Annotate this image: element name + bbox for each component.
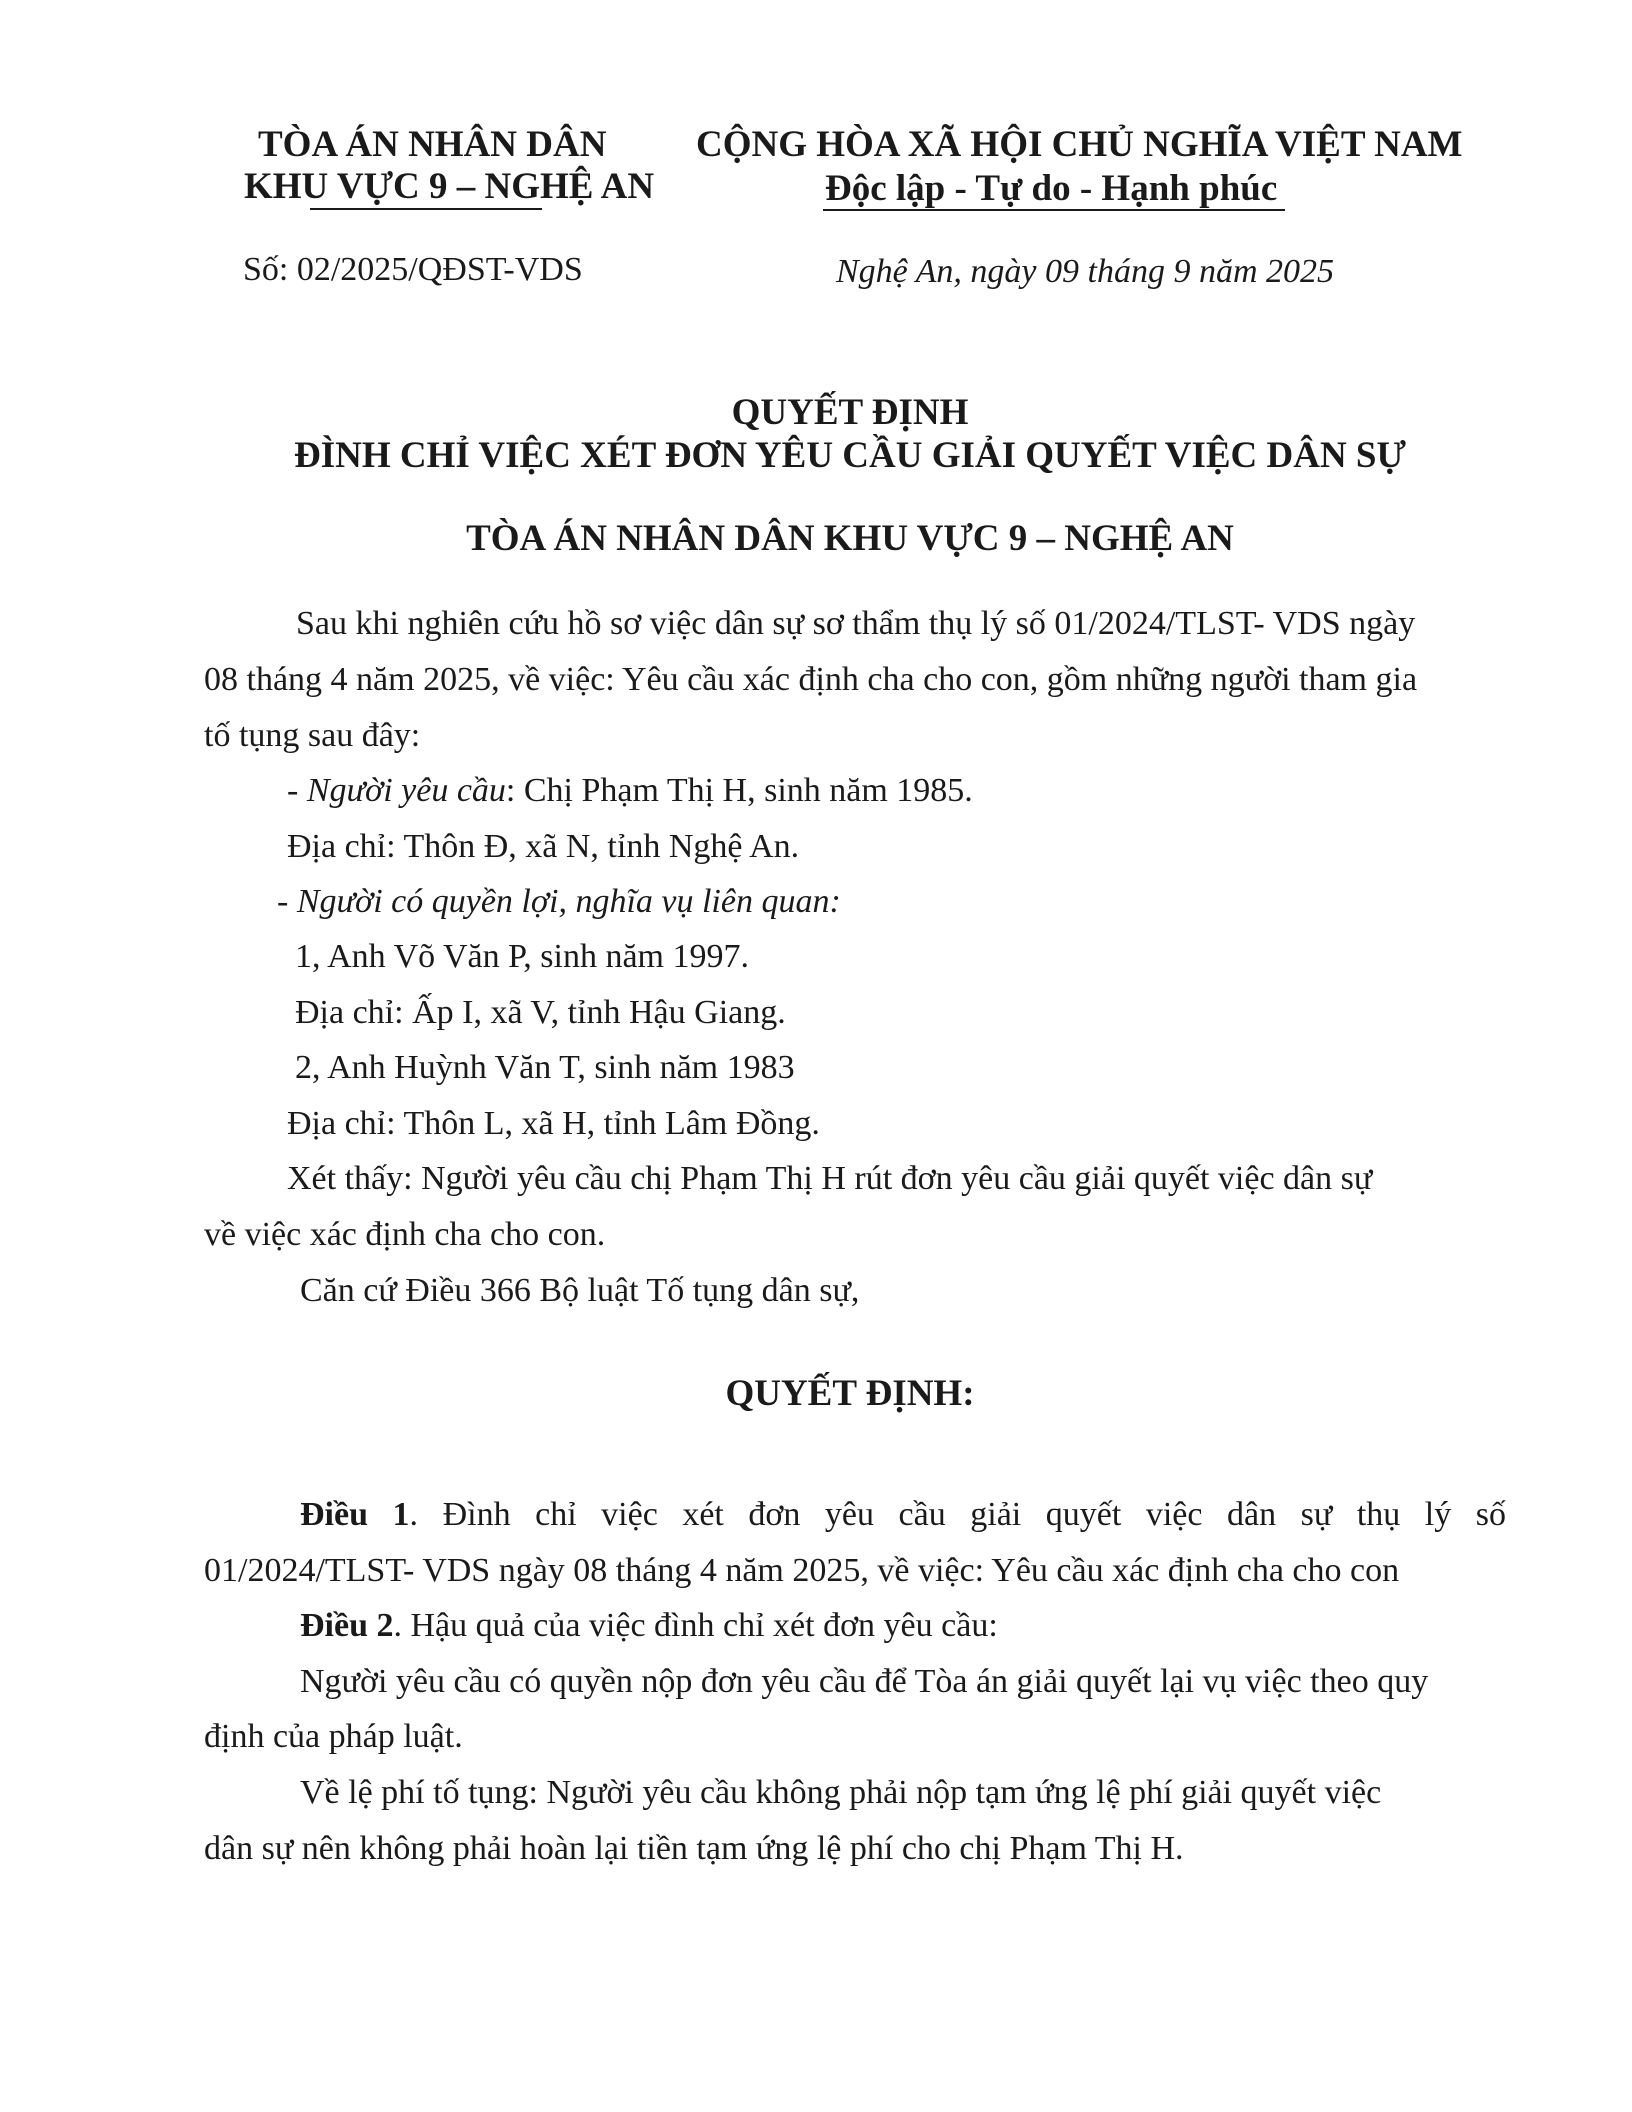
finding-line-2: về việc xác định cha cho con. — [204, 1216, 606, 1253]
related-parties-label: - Người có quyền lợi, nghĩa vụ liên quan: — [277, 883, 841, 920]
republic-motto: Độc lập - Tự do - Hạnh phúc — [825, 168, 1278, 209]
motto-underline — [823, 209, 1285, 211]
requester-address: Địa chỉ: Thôn Đ, xã N, tỉnh Nghệ An. — [287, 828, 800, 865]
legal-basis: Căn cứ Điều 366 Bộ luật Tố tụng dân sự, — [300, 1272, 860, 1309]
intro-line-2: 08 tháng 4 năm 2025, về việc: Yêu cầu xác định cha cho con, gồm những người tham gia — [204, 661, 1418, 698]
place-and-date: Nghệ An, ngày 09 tháng 9 năm 2025 — [836, 253, 1335, 290]
finding-line-1: Xét thấy: Người yêu cầu chị Phạm Thị H rút đơn yêu cầu giải quyết việc dân sự — [287, 1160, 1373, 1197]
document-number: Số: 02/2025/QĐST-VDS — [243, 251, 583, 288]
issuing-court: TÒA ÁN NHÂN DÂN KHU VỰC 9 – NGHỆ AN — [466, 518, 1234, 559]
article-1-label: Điều 1 — [300, 1496, 410, 1533]
related-person-1: 1, Anh Võ Văn P, sinh năm 1997. — [295, 938, 750, 975]
related-person-2-address: Địa chỉ: Thôn L, xã H, tỉnh Lâm Đồng. — [287, 1105, 820, 1142]
decision-heading: QUYẾT ĐỊNH: — [725, 1373, 975, 1414]
requester-line — [287, 771, 973, 811]
requester-label: - Người yêu cầu — [287, 772, 506, 809]
article-1-text: . Đình chỉ việc xét đơn yêu cầu giải quyết việc dân sự thụ lý số — [409, 1496, 1507, 1533]
related-person-1-address: Địa chỉ: Ấp I, xã V, tỉnh Hậu Giang. — [295, 994, 786, 1031]
court-name-line2: KHU VỰC 9 – NGHỆ AN — [244, 166, 655, 207]
article-1-line-1 — [300, 1495, 1506, 1535]
intro-line-1: Sau khi nghiên cứu hồ sơ việc dân sự sơ thẩm thụ lý số 01/2024/TLST- VDS ngày — [296, 605, 1416, 642]
consequence-line-2: định của pháp luật. — [204, 1718, 463, 1755]
fee-line-2: dân sự nên không phải hoàn lại tiền tạm ứng lệ phí cho chị Phạm Thị H. — [204, 1830, 1184, 1867]
court-name-line1: TÒA ÁN NHÂN DÂN — [258, 124, 607, 165]
decision-subtitle: ĐÌNH CHỈ VIỆC XÉT ĐƠN YÊU CẦU GIẢI QUYẾT VIỆC DÂN SỰ — [294, 435, 1406, 476]
fee-line-1: Về lệ phí tố tụng: Người yêu cầu không phải nộp tạm ứng lệ phí giải quyết việc — [300, 1774, 1382, 1811]
court-underline — [310, 208, 542, 210]
requester-value: : Chị Phạm Thị H, sinh năm 1985. — [505, 772, 973, 809]
consequence-line-1: Người yêu cầu có quyền nộp đơn yêu cầu để Tòa án giải quyết lại vụ việc theo quy — [300, 1663, 1429, 1700]
intro-line-3: tố tụng sau đây: — [204, 717, 421, 754]
related-person-2: 2, Anh Huỳnh Văn T, sinh năm 1983 — [295, 1049, 795, 1086]
article-2-label: Điều 2 — [300, 1607, 394, 1644]
decision-title: QUYẾT ĐỊNH — [731, 392, 969, 433]
republic-title: CỘNG HÒA XÃ HỘI CHỦ NGHĨA VIỆT NAM — [696, 124, 1463, 165]
article-2-text: . Hậu quả của việc đình chỉ xét đơn yêu cầu: — [393, 1607, 998, 1644]
article-2-line — [300, 1606, 998, 1646]
article-1-line-2: 01/2024/TLST- VDS ngày 08 tháng 4 năm 2025, về việc: Yêu cầu xác định cha cho con — [204, 1552, 1400, 1589]
